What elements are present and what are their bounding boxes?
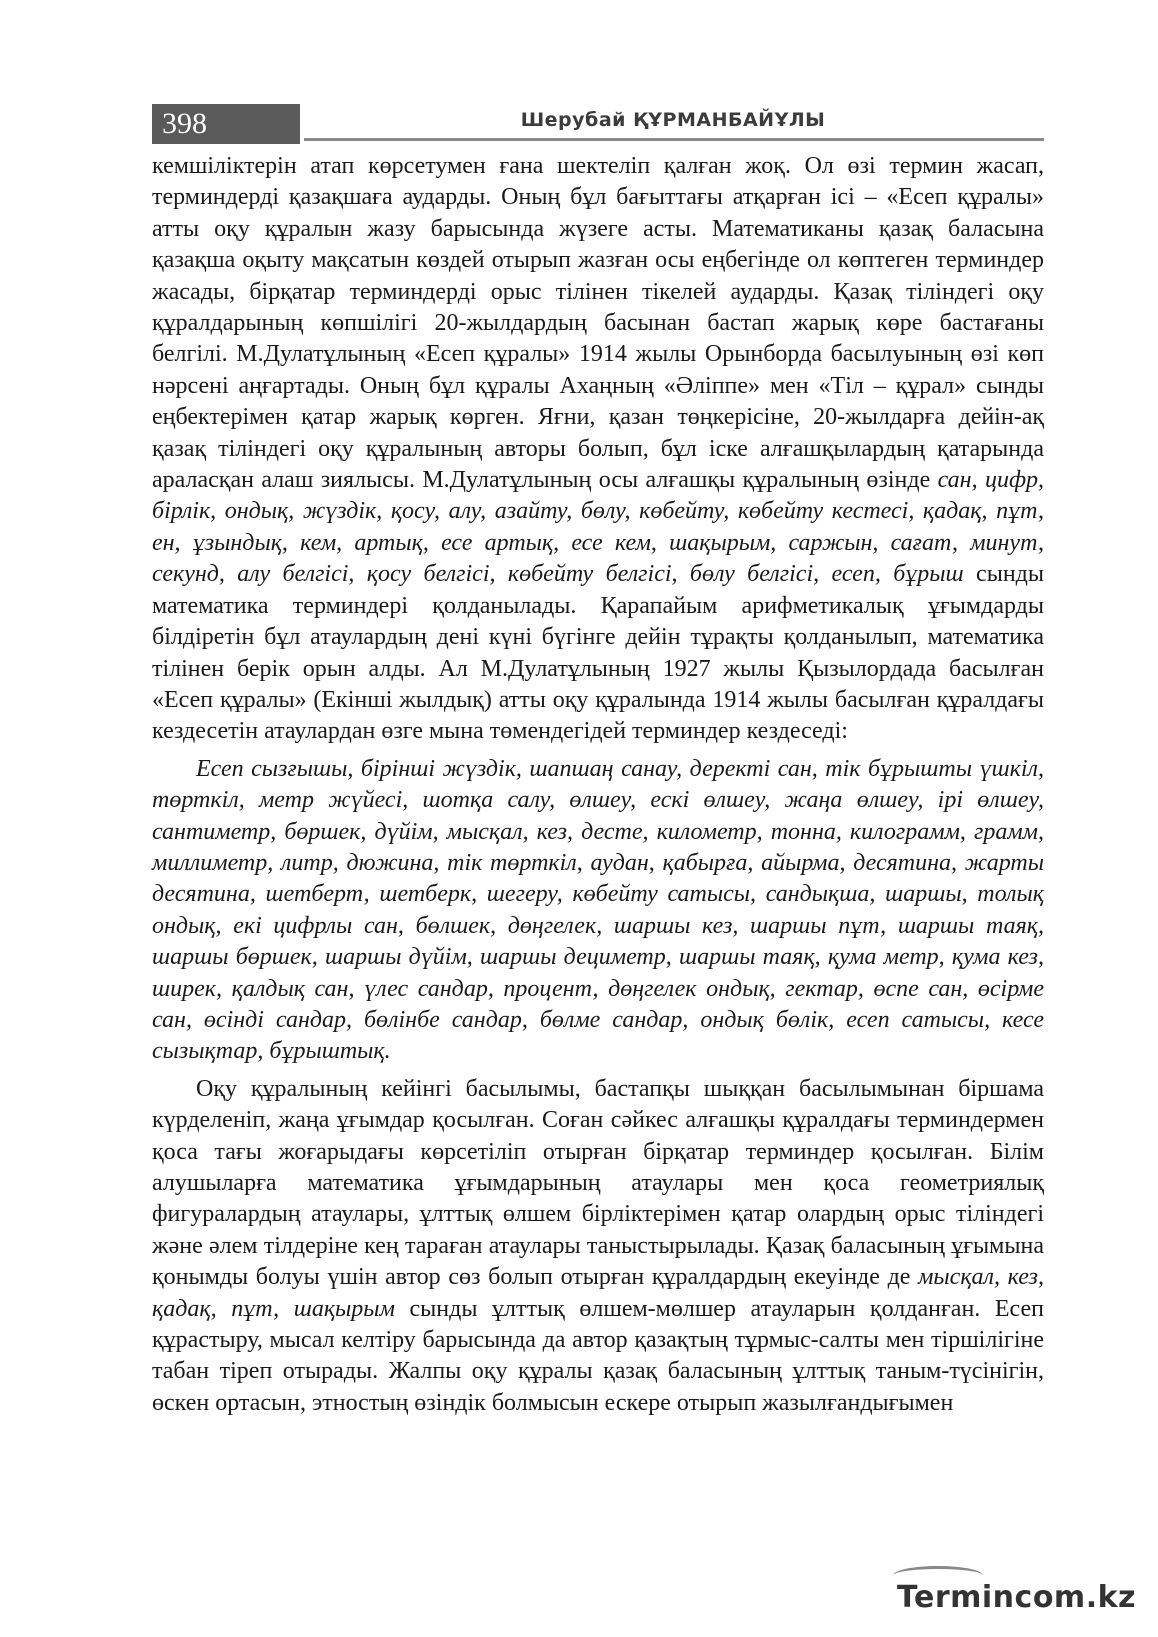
watermark-text: Termincom.kz: [897, 1580, 1136, 1615]
site-watermark: [897, 1580, 1136, 1615]
italic-term-run: сан, цифр, бірлік, ондық, жүздік, қосу, алу, азайту, бөлу, көбейту, көбейту кестесі, қадақ, пұт, ен, ұзындық, кем, артық, есе артық, есе кем, шақырым, саржын, сағат, минут, секунд, алу белгісі, қосу белгісі, көбейту белгісі, бөлу белгісі, есеп, бұрыш: [152, 467, 1044, 588]
text-segment: кемшіліктерін атап көрсетумен ғана шектеліп қалған жоқ. Ол өзі термин жасап, терминдерді қазақшаға аударды. Оның бұл бағыттағы атқарған ісі – «Есеп құралы» атты оқу құралын жазу барысында жүзеге асты. Математиканы қазақ баласына қазақша оқыту мақсатын көздей отырып жазған осы еңбегінде ол көптеген терминдер жасады, бірқатар терминдерді орыс тілінен тікелей аударды. Қазақ тіліндегі оқу құралдарының көпшілігі 20-жылдардың басынан бастап жарық көре бастағаны белгілі. М.Дулатұлының «Есеп құралы» 1914 жылы Орынборда басылуының өзі көп нәрсені аңғартады. Оның бұл құралы Ахаңның «Әліппе» мен «Тіл – құрал» сынды еңбектерімен қатар жарық көрген. Яғни, қазан төңкерісіне, 20-жылдарға дейін-ақ қазақ тіліндегі оқу құралының авторы болып, бұл іске алғашқылардың қатарында араласқан алаш зиялысы. М.Дулатұлының осы алғашқы құралының өзінде: [152, 153, 1044, 494]
text-segment: сынды математика терминдері қолданылады. Қарапайым арифметикалық ұғымдарды білдіретін бұл атаулардың дені күні бүгінге дейін тұрақты қолданылып, математика тілінен берік орын алды. Ал М.Дулатұлының 1927 жылы Қызылордада басылған «Есеп құралы» (Екінші жылдық) атты оқу құралында 1914 жылы басылған құралдағы кездесетін атаулардан өзге мына төмендегідей терминдер кездеседі:: [152, 561, 1044, 745]
paragraph-term-list: [152, 754, 1044, 1068]
italic-term-run: мысқал, кез, қадақ, пұт, шақырым: [152, 1264, 1044, 1322]
page-number: 398: [152, 104, 300, 144]
paragraph-continuation: [152, 151, 1044, 748]
italic-term-list: Есеп сызғышы, бірінші жүздік, шапшаң санау, деректі сан, тік бұрышты үшкіл, төрткіл, метр жүйесі, шотқа салу, өлшеу, ескі өлшеу, жаңа өлшеу, ірі өлшеу, сантиметр, бөршек, дүйім, мысқал, кез, десте, километр, тонна, килограмм, грамм, миллиметр, литр, дюжина, тік төрткіл, аудан, қабырға, айырма, десятина, жарты десятина, шетберт, шетберк, шегеру, көбейту сатысы, сандықша, шаршы, толық ондық, екі цифрлы сан, бөлшек, дөңгелек, шаршы кез, шаршы пұт, шаршы таяқ, шаршы бөршек, шаршы дүйім, шаршы дециметр, шаршы таяқ, қума метр, қума кез, ширек, қалдық сан, үлес сандар, процент, дөңгелек ондық, гектар, өспе сан, өсірме сан, өсінді сандар, бөлінбе сандар, бөлме сандар, ондық бөлік, есеп сатысы, кесе сызықтар, бұрыштық.: [152, 755, 1044, 1065]
running-head: Шерубай ҚҰРМАНБАЙҰЛЫ: [520, 109, 826, 131]
text-segment: сынды ұлттық өлшем-мөлшер атауларын қолданған. Есеп құрастыру, мысал келтіру барысында да автор қазақтың тұрмыс-салты мен тіршілігіне табан тіреп отырады. Жалпы оқу құралы қазақ баласының ұлттық таным-түсінігін, өскен ортасын, этностың өзіндік болмысын ескере отырып жазылғандығымен: [152, 1295, 1044, 1416]
watermark-swoosh-icon: [893, 1566, 983, 1585]
body-text: [152, 151, 1044, 1419]
text-segment: Оқу құралының кейінгі басылымы, бастапқы шыққан басылымынан біршама күрделеніп, жаңа ұғымдар қосылған. Соған сәйкес алғашқы құралдағы терминдермен қоса тағы жоғарыдағы көрсетіліп отырған бірқатар терминдер қосылған. Білім алушыларға математика ұғымдарының атаулары мен қоса геометриялық фигуралардың атаулары, ұлттық өлшем бірліктерімен қатар олардың орыс тіліндегі және әлем тілдеріне кең тараған атаулары таныстырылады. Қазақ баласының ұғымына қонымды болуы үшін автор сөз болып отырған құралдардың екеуінде де: [152, 1075, 1044, 1291]
header-rule: [304, 138, 1044, 141]
page-header: [152, 104, 1044, 144]
paragraph-body: [152, 1074, 1044, 1419]
